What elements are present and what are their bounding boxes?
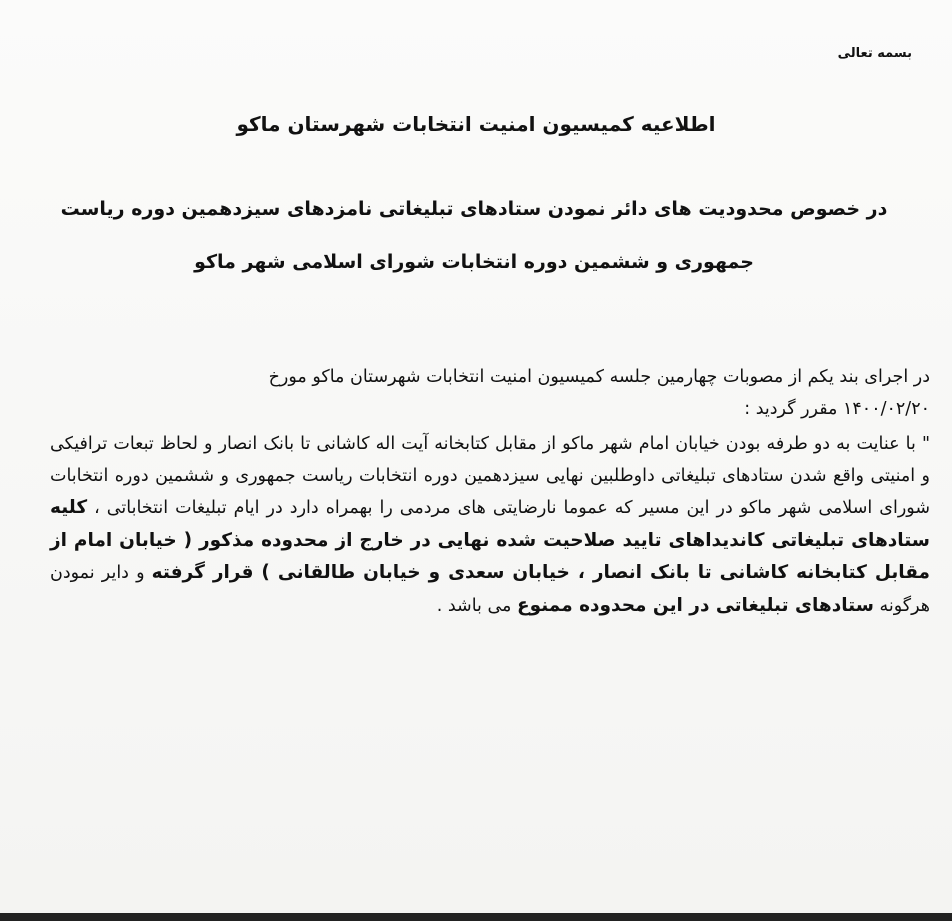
scan-edge <box>0 913 952 921</box>
decree-text-2: و دایر نمودن هرگونه <box>50 563 930 616</box>
decree-text-1: " با عنایت به دو طرفه بودن خیابان امام شهر ماکو از مقابل کتابخانه آیت اله کاشانی تا بانک انصار و لحاظ تبعات ترافیکی و امنیتی واقع شدن ستادهای تبلیغاتی داوطلبین نهایی سیزدهمین دوره انتخابات ریاست جمهوری و ششمین دوره انتخابات شورای اسلامی شهر ماکو در این مسیر که عموما نارضایتی های مردمی را بهمراه دارد در ایام تبلیغات انتخاباتی ، <box>50 434 930 518</box>
decree-bold-1: کلیه ستادهای تبلیغاتی کاندیداهای تایید صلاحیت شده نهایی در خارج از محدوده مذکور ( خیابان امام از مقابل کتابخانه کاشانی تا بانک انصار ، خیابان سعدی و خیابان طالقانی ) قرار گرفته <box>50 497 930 583</box>
body-date-line <box>50 394 930 426</box>
decree-paragraph <box>50 429 930 622</box>
invocation-heading: بسمه تعالی <box>837 46 912 61</box>
announcement-body <box>50 362 930 622</box>
body-intro <box>50 362 930 394</box>
decree-bold-2: ستادهای تبلیغاتی در این محدوده ممنوع <box>517 594 874 616</box>
date-text: ۱۴۰۰/۰۲/۲۰ مقرر گردید : <box>744 398 930 419</box>
intro-text: در اجرای بند یکم از مصوبات چهارمین جلسه کمیسیون امنیت انتخابات شهرستان ماکو مورخ <box>268 367 930 387</box>
announcement-title: اطلاعیه کمیسیون امنیت انتخابات شهرستان ماکو <box>236 112 716 136</box>
announcement-subtitle: در خصوص محدودیت های دائر نمودن ستادهای تبلیغاتی نامزدهای سیزدهمین دوره ریاست جمهوری و ششمین دوره انتخابات شورای اسلامی شهر ماکو <box>60 198 888 273</box>
decree-text-3: می باشد . <box>436 595 512 616</box>
